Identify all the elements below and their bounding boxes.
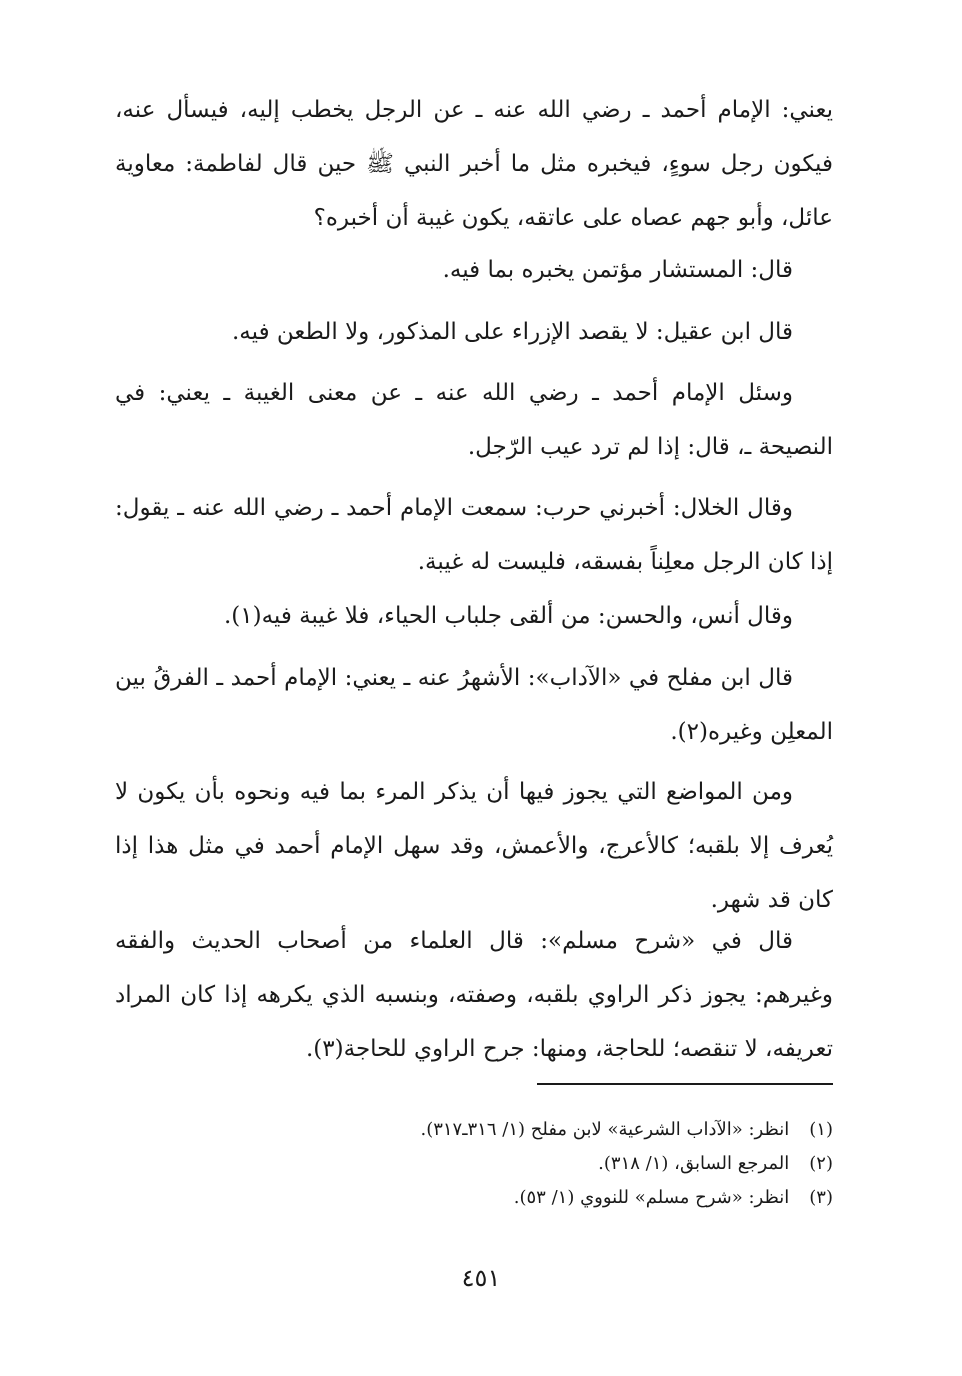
- paragraph-6: وقال أنس، والحسن: من ألقى جلباب الحياء، فلا غيبة فيه(١).: [223, 603, 793, 629]
- footnote-text: انظر: «شرح مسلم» للنووي (١/ ٥٣).: [513, 1187, 790, 1208]
- page-number: ٤٥١: [461, 1264, 501, 1292]
- paragraph-1: يعني: الإمام أحمد ـ رضي الله عنه ـ عن الرجل يخطب إليه، فيسأل عنه، فيكون رجل سوءٍ، فيخبره مثل ما أخبر النبي ﷺ حين قال لفاطمة: معاوية عائل، وأبو جهم عصاه على عاتقه، يكون غيبة أن أخبره؟: [115, 97, 833, 231]
- footnote-divider: [537, 1083, 833, 1085]
- paragraph-3: قال ابن عقيل: لا يقصد الإزراء على المذكور، ولا الطعن فيه.: [232, 319, 793, 345]
- paragraph-2: قال: المستشار مؤتمن يخبره بما فيه.: [442, 257, 793, 283]
- footnote-number: (٢): [809, 1153, 833, 1174]
- paragraph-4: وسئل الإمام أحمد ـ رضي الله عنه ـ عن معنى الغيبة ـ يعني: في النصيحة ـ، قال: إذا لم ترد عيب الرّجل.: [115, 380, 833, 460]
- footnote-item: [300, 1113, 833, 1147]
- footnote-text: المرجع السابق، (١/ ٣١٨).: [598, 1153, 790, 1174]
- paragraph-8: ومن المواضع التي يجوز فيها أن يذكر المرء بما فيه ونحوه بأن يكون لا يُعرف إلا بلقبه؛ كالأعرج، والأعمش، وقد سهل الإمام أحمد في مثل هذا إذا كان قد شهر.: [115, 779, 833, 913]
- footnotes-list: [300, 1113, 833, 1215]
- footnote-number: (٣): [809, 1187, 833, 1208]
- paragraph-7: قال ابن مفلح في «الآداب»: الأشهرُ عنه ـ يعني: الإمام أحمد ـ الفرقُ بين المعلِن وغيره(٢).: [115, 665, 833, 745]
- paragraph-9: قال في «شرح مسلم»: قال العلماء من أصحاب الحديث والفقه وغيرهم: يجوز ذكر الراوي بلقبه، وصفته، وبنسبه الذي يكرهه إذا كان المراد تعريفه، لا تنقصه؛ للحاجة، ومنها: جرح الراوي للحاجة(٣).: [115, 928, 833, 1062]
- paragraph-5: وقال الخلال: أخبرني حرب: سمعت الإمام أحمد ـ رضي الله عنه ـ يقول: إذا كان الرجل معلِناً بفسقه، فليست له غيبة.: [115, 495, 833, 575]
- footnote-number: (١): [809, 1119, 833, 1140]
- footnote-item: [300, 1181, 833, 1215]
- footnote-item: [300, 1147, 833, 1181]
- footnote-text: انظر: «الآداب الشرعية» لابن مفلح (١/ ٣١٦ـ٣١٧).: [420, 1119, 790, 1140]
